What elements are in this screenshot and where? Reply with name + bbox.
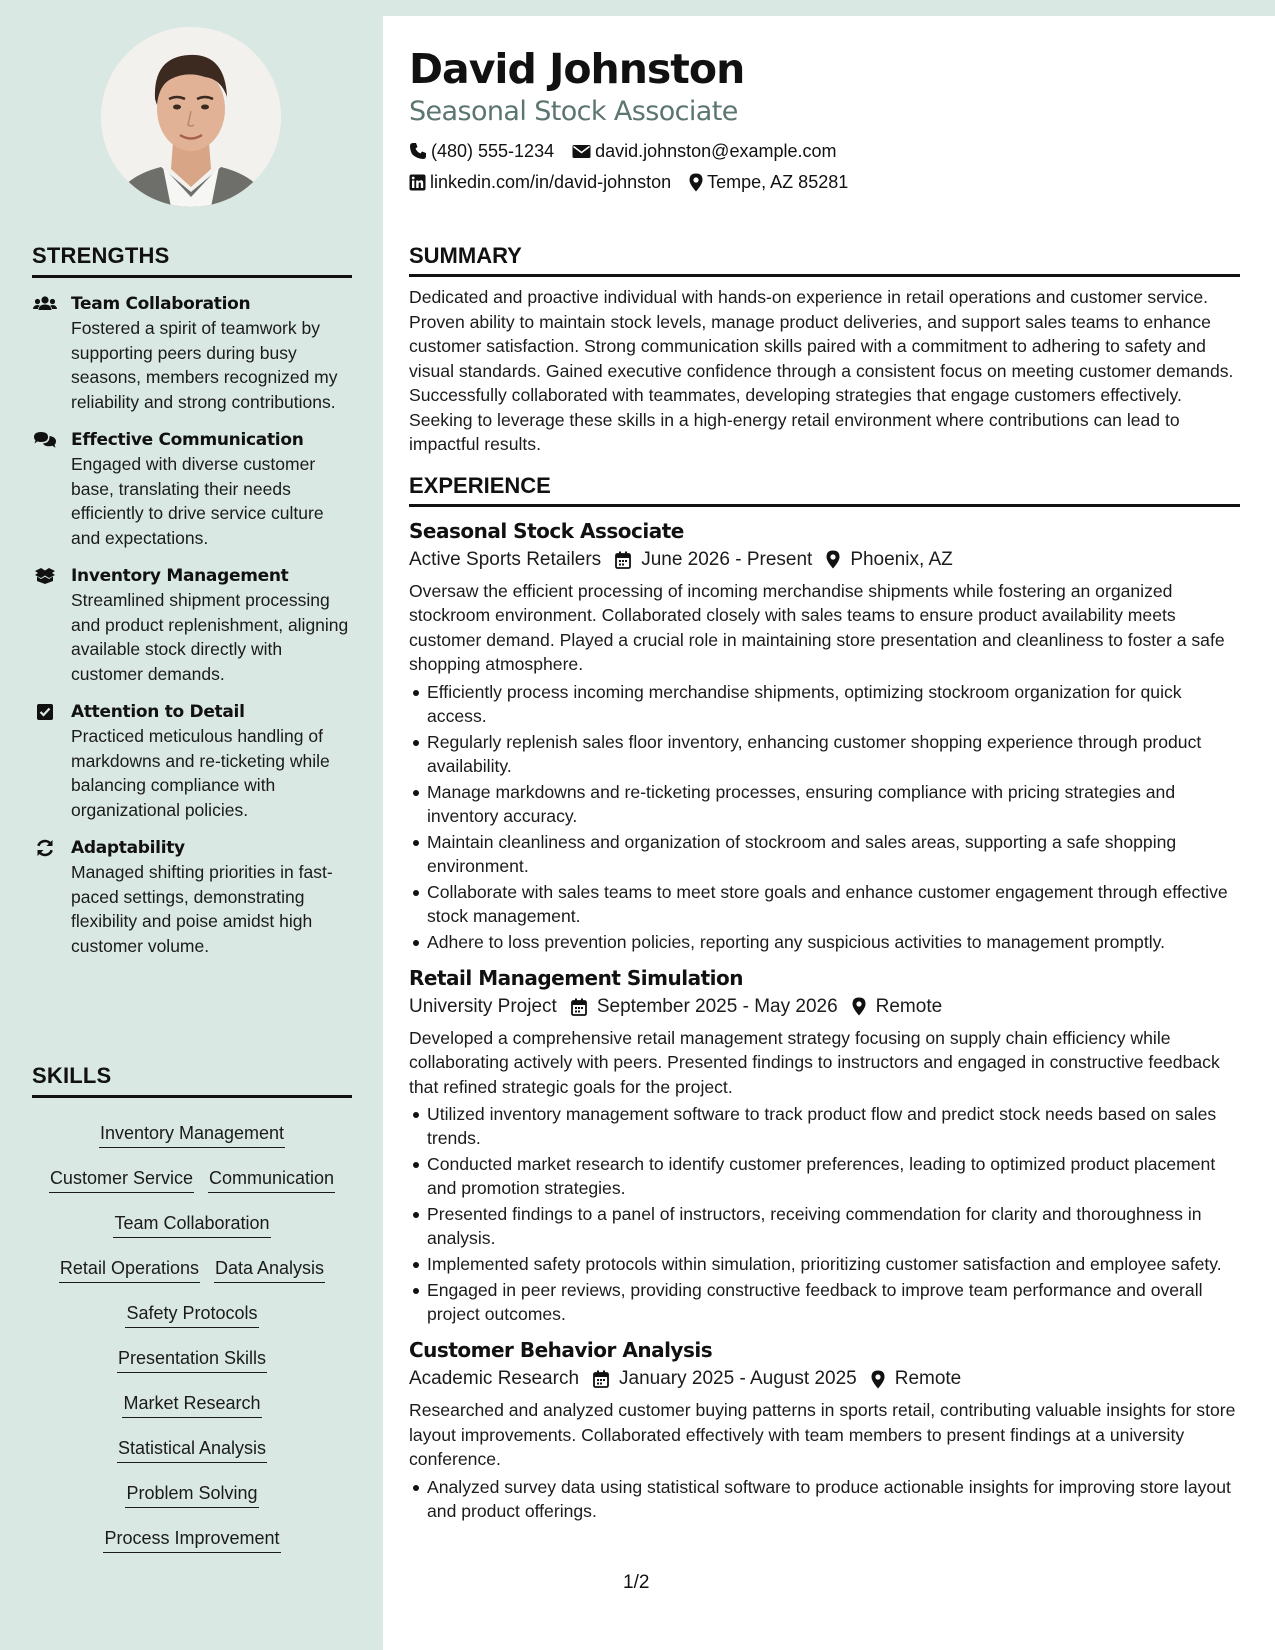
skills-list: [32, 1112, 352, 1562]
strengths-title: STRENGTHS: [32, 243, 352, 278]
contact-phone[interactable]: [409, 138, 554, 164]
job-dates: September 2025 - May 2026: [596, 995, 838, 1017]
linkedin-icon: [409, 174, 426, 191]
skill-tag: Data Analysis: [214, 1256, 325, 1283]
summary-title: SUMMARY: [409, 243, 1240, 277]
summary-text: Dedicated and proactive individual with hands-on experience in retail operations and customer service. Proven ability to maintain stock levels, manage product deliveries, and support sales teams to enhance customer satisfaction. Strong communication skills paired with a commitment to adhering to safety and visual standards. Gained executive confidence through a consistent focus on meeting customer demands. Successfully collaborated with teammates, developing strategies that engage customers effectively. Seeking to leverage these skills in a high-energy retail environment where contributions can lead to impactful results.: [409, 287, 1234, 454]
phone-icon: [409, 142, 427, 160]
email-text: david.johnston@example.com: [595, 141, 837, 161]
job-description: Developed a comprehensive retail management strategy focusing on supply chain efficiency while collaborating actively with peers. Presented findings to instructors and engaged in constructive feedback that refined strategic goals for the project.: [409, 1027, 1220, 1097]
job-company: University Project: [409, 995, 557, 1017]
job-bullets: [409, 680, 1240, 954]
sync-icon: [32, 838, 58, 858]
skills-section: [32, 1063, 352, 1562]
skill-tag: Presentation Skills: [117, 1346, 267, 1373]
job-meta: [409, 545, 1240, 575]
list-item: Collaborate with sales teams to meet store goals and enhance customer engagement through effective stock management.: [427, 880, 1240, 928]
list-item: Presented findings to a panel of instructors, receiving commendation for clarity and thoroughness in analysis.: [427, 1202, 1240, 1250]
strengths-section: [32, 243, 352, 958]
candidate-name: David Johnston: [409, 45, 745, 93]
skill-tag: Communication: [208, 1166, 335, 1193]
profile-photo: [101, 27, 281, 207]
job-dates: January 2025 - August 2025: [619, 1368, 857, 1389]
job-entry: [409, 517, 1240, 954]
phone-text: (480) 555-1234: [431, 141, 555, 161]
skill-tag: Statistical Analysis: [117, 1436, 267, 1463]
strength-item: [32, 292, 352, 414]
skill-tag: Problem Solving: [125, 1481, 258, 1508]
users-icon: [32, 294, 58, 314]
strength-title: Attention to Detail: [71, 702, 245, 722]
job-title: Retail Management Simulation: [409, 965, 743, 990]
job-location: Phoenix, AZ: [850, 548, 953, 570]
strength-title: Adaptability: [71, 838, 185, 858]
list-item: Implemented safety protocols within simulation, prioritizing customer satisfaction and employee safety.: [427, 1252, 1240, 1276]
skill-tag: Inventory Management: [99, 1121, 285, 1148]
list-item: Analyzed survey data using statistical software to produce actionable insights for improving store layout and product offerings.: [427, 1475, 1240, 1523]
skill-tag: Retail Operations: [59, 1256, 200, 1283]
job-location: Remote: [875, 995, 943, 1017]
contact-linkedin[interactable]: [409, 169, 671, 195]
job-location: Remote: [894, 1368, 962, 1389]
map-marker-icon: [826, 550, 840, 569]
comments-icon: [32, 430, 58, 450]
job-title: Customer Behavior Analysis: [409, 1338, 713, 1362]
list-item: Maintain cleanliness and organization of stockroom and sales areas, supporting a safe shopping environment.: [427, 830, 1240, 878]
candidate-role: Seasonal Stock Associate: [409, 96, 738, 127]
job-meta: [409, 992, 1240, 1022]
skill-tag: Process Improvement: [103, 1526, 280, 1553]
contact-row: [409, 169, 1240, 195]
sidebar: [0, 0, 383, 1650]
skill-tag: Team Collaboration: [113, 1211, 270, 1238]
list-item: Conducted market research to identify customer preferences, leading to optimized product placement and promotion strategies.: [427, 1152, 1240, 1200]
calendar-icon: [615, 551, 631, 569]
job-description: Researched and analyzed customer buying patterns in sports retail, contributing valuable insights for store layout improvements. Collaborated effectively with team members to present findings at a university conference.: [409, 1400, 1236, 1469]
contact-row: [409, 138, 1240, 164]
page-number: 1/2: [623, 1572, 650, 1593]
skill-tag: Safety Protocols: [125, 1301, 258, 1328]
strength-desc: Practiced meticulous handling of markdowns and re-ticketing while balancing compliance with organizational policies.: [71, 726, 330, 820]
job-company: Academic Research: [409, 1368, 580, 1389]
job-bullets: [409, 1102, 1240, 1326]
list-item: Regularly replenish sales floor inventory, enhancing customer shopping experience through product availability.: [427, 730, 1240, 778]
list-item: Efficiently process incoming merchandise shipments, optimizing stockroom organization for quick access.: [427, 680, 1240, 728]
contact-email[interactable]: [572, 138, 836, 164]
strength-desc: Fostered a spirit of teamwork by supporting peers during busy seasons, members recognized my reliability and strong contributions.: [71, 318, 338, 412]
map-marker-icon: [689, 173, 703, 192]
job-entry: [409, 1336, 1240, 1523]
job-dates: June 2026 - Present: [641, 548, 813, 570]
skills-title: SKILLS: [32, 1063, 352, 1098]
boxes-icon: [32, 566, 58, 586]
job-bullets: [409, 1475, 1240, 1523]
map-marker-icon: [852, 997, 866, 1016]
strength-title: Effective Communication: [71, 430, 304, 450]
contact-location: [689, 169, 848, 195]
list-item: Utilized inventory management software to track product flow and predict stock needs based on sales trends.: [427, 1102, 1240, 1150]
list-item: Manage markdowns and re-ticketing processes, ensuring compliance with pricing strategies and inventory accuracy.: [427, 780, 1240, 828]
job-description: Oversaw the efficient processing of incoming merchandise shipments while fostering an organized stockroom environment. Collaborated closely with sales teams to ensure product availability meets customer demand. Played a crucial role in maintaining store presentation and cleanliness to foster a safe shopping atmosphere.: [409, 580, 1225, 674]
strength-title: Team Collaboration: [71, 294, 251, 314]
strength-desc: Managed shifting priorities in fast-paced settings, demonstrating flexibility and poise amidst high customer volume.: [71, 862, 333, 956]
calendar-icon: [571, 998, 587, 1016]
list-item: Adhere to loss prevention policies, reporting any suspicious activities to management promptly.: [427, 930, 1240, 954]
job-entry: [409, 964, 1240, 1327]
location-text: Tempe, AZ 85281: [707, 172, 849, 192]
strength-item: [32, 428, 352, 550]
strength-item: [32, 836, 352, 958]
map-marker-icon: [871, 1370, 885, 1389]
job-meta: [409, 1364, 1240, 1394]
strength-item: [32, 700, 352, 822]
linkedin-text: linkedin.com/in/david-johnston: [430, 172, 672, 192]
envelope-icon: [572, 144, 591, 159]
strength-desc: Engaged with diverse customer base, translating their needs efficiently to drive service culture and expectations.: [71, 454, 324, 548]
checkbox-icon: [32, 702, 58, 722]
skill-tag: Customer Service: [49, 1166, 194, 1193]
strength-desc: Streamlined shipment processing and product replenishment, aligning available stock directly with customer demands.: [71, 590, 349, 684]
strength-title: Inventory Management: [71, 566, 289, 586]
skill-tag: Market Research: [122, 1391, 261, 1418]
calendar-icon: [593, 1370, 609, 1388]
experience-title: EXPERIENCE: [409, 473, 1240, 507]
header: [409, 44, 1240, 195]
job-title: Seasonal Stock Associate: [409, 518, 684, 543]
summary-section: [409, 243, 1240, 1525]
job-company: Active Sports Retailers: [409, 548, 602, 570]
list-item: Engaged in peer reviews, providing constructive feedback to improve team performance and overall project outcomes.: [427, 1278, 1240, 1326]
strength-item: [32, 564, 352, 686]
main-content: [383, 16, 1275, 1650]
